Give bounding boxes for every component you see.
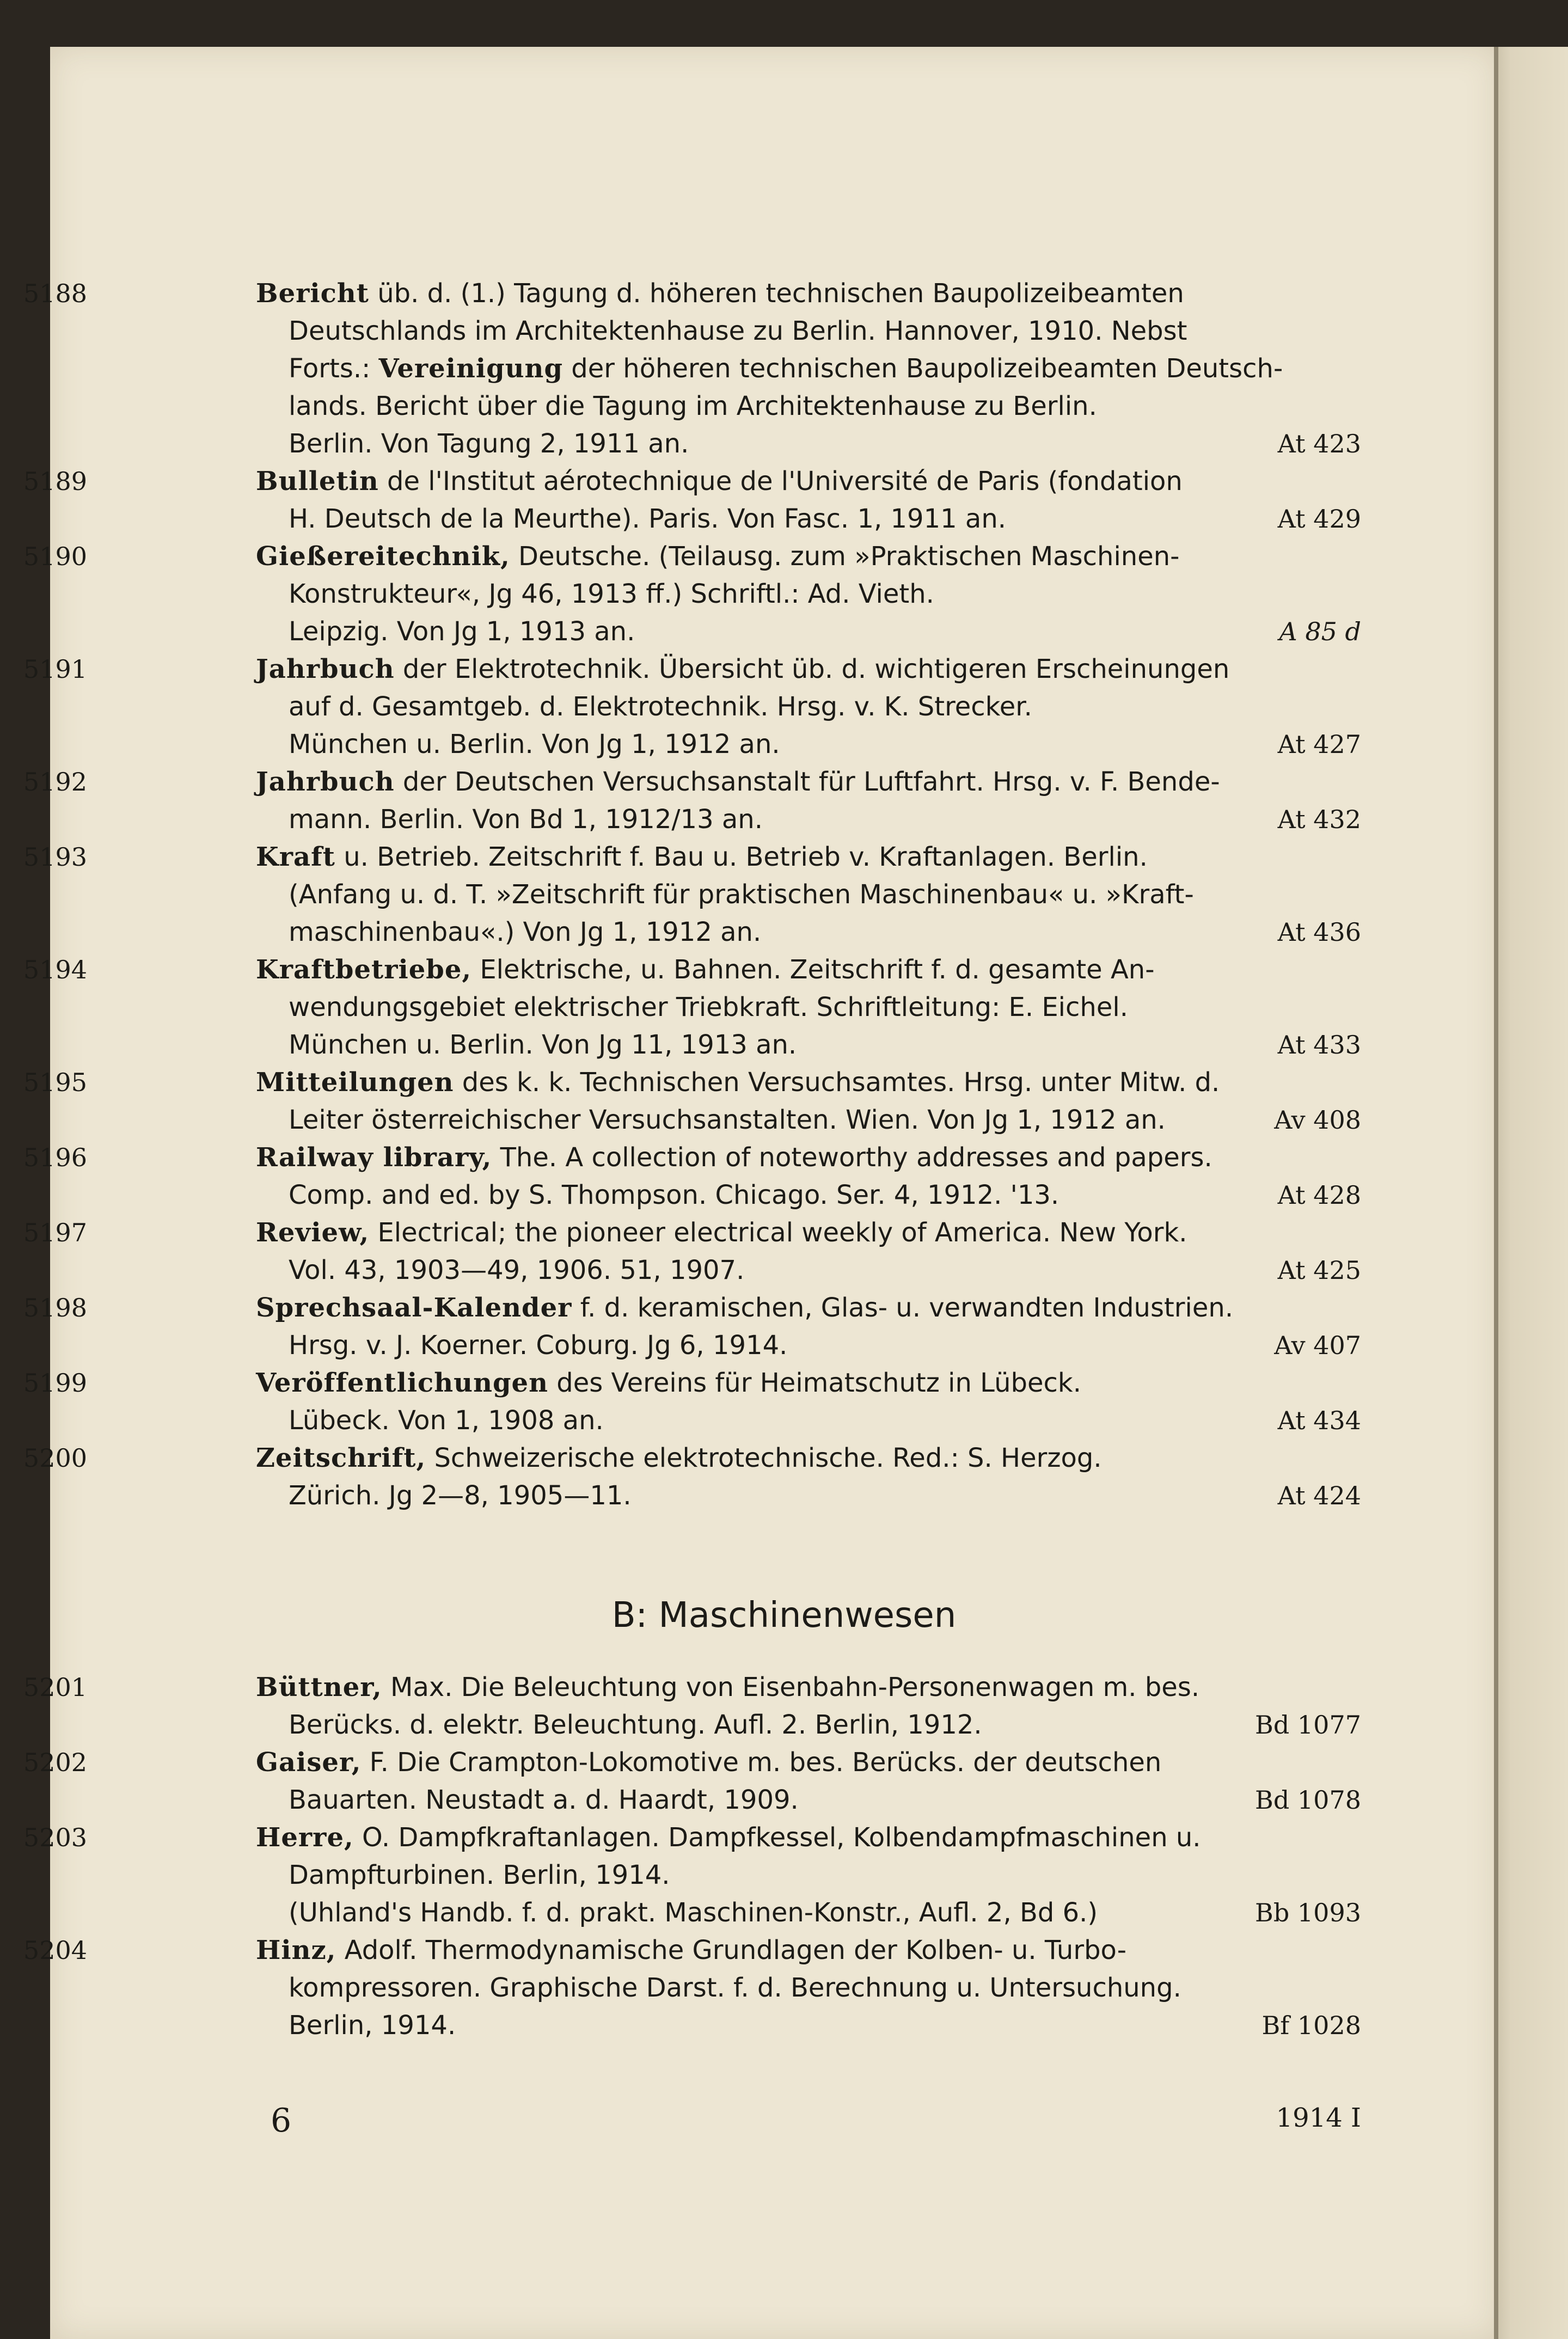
entry-line [256, 763, 1361, 801]
shelf-mark: Bf 1028 [1261, 2011, 1361, 2040]
shelf-mark: At 436 [1277, 917, 1361, 947]
catalog-entry [23, 1819, 1361, 1932]
entry-number: 5188 [23, 279, 87, 308]
entry-heading: Vereinigung [378, 353, 564, 384]
entry-text: lands. Bericht über die Tagung im Architektenhause zu Berlin. [289, 391, 1097, 421]
entry-text: maschinenbau«.) Von Jg 1, 1912 an. [289, 917, 762, 947]
entry-line [256, 538, 1361, 575]
shelf-mark: Av 407 [1274, 1331, 1361, 1360]
entry-heading: Herre, [256, 1822, 354, 1853]
entry-text: Deutschlands im Architektenhause zu Berlin. Hannover, 1910. Nebst [289, 316, 1187, 346]
entry-text: der Elektrotechnik. Übersicht üb. d. wichtigeren Erscheinungen [394, 654, 1230, 684]
entry-text: Berlin, 1914. [289, 2010, 456, 2041]
entry-text: (Anfang u. d. T. »Zeitschrift für praktischen Maschinenbau« u. »Kraft- [289, 879, 1194, 910]
catalog-entry [23, 651, 1361, 763]
entry-heading: Veröffentlichungen [256, 1368, 548, 1398]
entry-heading: Jahrbuch [256, 654, 395, 684]
entry-heading: Gießereitechnik, [256, 541, 510, 572]
entry-text: (Uhland's Handb. f. d. prakt. Maschinen-Konstr., Aufl. 2, Bd 6.) [289, 1897, 1098, 1928]
entry-line [256, 1252, 1361, 1289]
entry-text: der höheren technischen Baupolizeibeamten Deutsch- [563, 353, 1283, 384]
entry-text: The. A collection of noteworthy addresses and papers. [492, 1142, 1212, 1173]
catalog-entry [23, 463, 1361, 538]
entry-line [256, 914, 1361, 951]
entry-line [256, 613, 1361, 651]
entry-heading: Kraft [256, 842, 335, 872]
entry-number: 5204 [23, 1936, 87, 1965]
entry-number: 5202 [23, 1748, 87, 1777]
entry-line [256, 1064, 1361, 1101]
issue-label: 1914 I [1276, 2103, 1361, 2133]
entry-text: Hrsg. v. J. Koerner. Coburg. Jg 6, 1914. [289, 1330, 788, 1361]
entry-text: Vol. 43, 1903—49, 1906. 51, 1907. [289, 1255, 745, 1285]
entry-number: 5192 [23, 767, 87, 797]
catalog-entry [23, 275, 1361, 463]
shelf-mark: At 425 [1277, 1256, 1361, 1285]
entry-line [256, 1177, 1361, 1214]
entry-text: Leipzig. Von Jg 1, 1913 an. [289, 616, 635, 647]
entry-text: f. d. keramischen, Glas- u. verwandten Industrien. [572, 1293, 1234, 1323]
entry-line [256, 726, 1361, 763]
shelf-mark: At 433 [1277, 1030, 1361, 1060]
entry-text: München u. Berlin. Von Jg 1, 1912 an. [289, 729, 780, 760]
entry-text: Adolf. Thermodynamische Grundlagen der Kolben- u. Turbo- [336, 1935, 1127, 1966]
entry-heading: Review, [256, 1217, 370, 1248]
entry-line [256, 1214, 1361, 1252]
catalog-entry [23, 1440, 1361, 1515]
entry-number: 5196 [23, 1143, 87, 1172]
entry-text: mann. Berlin. Von Bd 1, 1912/13 an. [289, 804, 763, 835]
entry-line [256, 1139, 1361, 1177]
entry-heading: Hinz, [256, 1935, 336, 1966]
entry-line [256, 463, 1361, 500]
page-number: 6 [271, 2102, 292, 2140]
entry-line [256, 1706, 1361, 1744]
entry-text: Electrical; the pioneer electrical weekly of America. New York. [369, 1217, 1187, 1248]
entry-line [256, 350, 1361, 388]
entry-text: Berücks. d. elektr. Beleuchtung. Aufl. 2. Berlin, 1912. [289, 1710, 982, 1740]
entry-text: München u. Berlin. Von Jg 11, 1913 an. [289, 1030, 797, 1060]
entry-number: 5194 [23, 955, 87, 984]
entry-line [256, 500, 1361, 538]
catalog-entry [23, 1064, 1361, 1139]
entry-text: O. Dampfkraftanlagen. Dampfkessel, Kolbendampfmaschinen u. [353, 1822, 1201, 1853]
entry-text: Berlin. Von Tagung 2, 1911 an. [289, 428, 689, 459]
entry-line [256, 688, 1361, 726]
entry-heading: Zeitschrift, [256, 1443, 426, 1473]
shelf-mark: A 85 d [1279, 617, 1361, 646]
entry-line [256, 838, 1361, 876]
entry-heading: Bericht [256, 278, 369, 309]
entry-text: Forts.: [289, 353, 379, 384]
entry-heading: Kraftbetriebe, [256, 954, 472, 985]
entry-text: auf d. Gesamtgeb. d. Elektrotechnik. Hrsg. v. K. Strecker. [289, 691, 1032, 722]
catalog-entry [23, 1744, 1361, 1819]
entry-text: Deutsche. (Teilausg. zum »Praktischen Maschinen- [510, 541, 1180, 572]
entry-line [256, 1477, 1361, 1515]
entry-heading: Sprechsaal-Kalender [256, 1293, 572, 1323]
entry-line [256, 575, 1361, 613]
entry-line [256, 1364, 1361, 1402]
entry-line [256, 275, 1361, 313]
entry-line [256, 951, 1361, 989]
entry-text: des Vereins für Heimatschutz in Lübeck. [548, 1368, 1081, 1398]
entry-line [256, 1440, 1361, 1477]
entry-text: Schweizerische elektrotechnische. Red.: S. Herzog. [426, 1443, 1102, 1473]
entry-heading: Jahrbuch [256, 767, 395, 797]
entry-line [256, 1894, 1361, 1932]
entry-heading: Bulletin [256, 466, 379, 497]
entry-number: 5201 [23, 1673, 87, 1702]
entry-number: 5197 [23, 1218, 87, 1247]
entry-line [256, 388, 1361, 425]
entry-number: 5195 [23, 1068, 87, 1097]
next-page-edge [1498, 47, 1568, 2339]
entry-heading: Mitteilungen [256, 1067, 454, 1098]
entry-line [256, 1781, 1361, 1819]
shelf-mark: At 423 [1277, 429, 1361, 458]
catalog-entry [23, 538, 1361, 651]
section-title: B: Maschinenwesen [611, 1595, 957, 1636]
entry-text: Dampfturbinen. Berlin, 1914. [289, 1860, 670, 1890]
entry-text: Elektrische, u. Bahnen. Zeitschrift f. d. gesamte An- [471, 954, 1155, 985]
entry-text: Max. Die Beleuchtung von Eisenbahn-Personenwagen m. bes. [382, 1672, 1200, 1703]
entry-text: Konstrukteur«, Jg 46, 1913 ff.) Schriftl.: Ad. Vieth. [289, 579, 934, 609]
entry-line [256, 1026, 1361, 1064]
entry-number: 5191 [23, 654, 87, 684]
entry-line [256, 1744, 1361, 1781]
catalog-entry [23, 838, 1361, 951]
entry-text: üb. d. (1.) Tagung d. höheren technischen Baupolizeibeamten [369, 278, 1184, 309]
entry-text: Leiter österreichischer Versuchsanstalten. Wien. Von Jg 1, 1912 an. [289, 1105, 1166, 1135]
entry-text: Comp. and ed. by S. Thompson. Chicago. Ser. 4, 1912. '13. [289, 1180, 1059, 1210]
entry-heading: Railway library, [256, 1142, 492, 1173]
shelf-mark: Bd 1078 [1255, 1785, 1361, 1815]
entry-line [256, 1289, 1361, 1327]
shelf-mark: At 427 [1277, 730, 1361, 759]
entry-text: de l'Institut aérotechnique de l'Université de Paris (fondation [378, 466, 1183, 497]
catalog-entry [23, 1364, 1361, 1440]
shelf-mark: At 428 [1277, 1180, 1361, 1210]
catalog-entry [23, 1214, 1361, 1289]
entry-line [256, 425, 1361, 463]
entry-text: der Deutschen Versuchsanstalt für Luftfahrt. Hrsg. v. F. Bende- [394, 767, 1220, 797]
entry-text: kompressoren. Graphische Darst. f. d. Berechnung u. Untersuchung. [289, 1973, 1181, 2003]
entry-text: wendungsgebiet elektrischer Triebkraft. Schriftleitung: E. Eichel. [289, 992, 1128, 1022]
catalog-entry [23, 1669, 1361, 1744]
catalog-entry [23, 1289, 1361, 1364]
entry-number: 5203 [23, 1823, 87, 1852]
entry-text: H. Deutsch de la Meurthe). Paris. Von Fasc. 1, 1911 an. [289, 504, 1007, 534]
catalog-entry [23, 1139, 1361, 1214]
entry-text: Zürich. Jg 2—8, 1905—11. [289, 1480, 632, 1511]
entry-line [256, 1327, 1361, 1364]
entry-line [256, 2007, 1361, 2044]
shelf-mark: Bd 1077 [1255, 1710, 1361, 1740]
entry-line [256, 1101, 1361, 1139]
entry-number: 5189 [23, 467, 87, 496]
catalog-entry [23, 1932, 1361, 2044]
entry-number: 5190 [23, 542, 87, 571]
entry-heading: Büttner, [256, 1672, 382, 1703]
entry-line [256, 1932, 1361, 1969]
shelf-mark: At 429 [1277, 504, 1361, 534]
entry-number: 5199 [23, 1368, 87, 1398]
shelf-mark: At 432 [1277, 805, 1361, 834]
entry-line [256, 1669, 1361, 1706]
entry-line [256, 1819, 1361, 1857]
entry-text: des k. k. Technischen Versuchsamtes. Hrsg. unter Mitw. d. [454, 1067, 1220, 1098]
entry-text: u. Betrieb. Zeitschrift f. Bau u. Betrieb v. Kraftanlagen. Berlin. [335, 842, 1148, 872]
entry-number: 5193 [23, 842, 87, 872]
catalog-entry [23, 951, 1361, 1064]
entry-number: 5198 [23, 1293, 87, 1322]
entry-heading: Gaiser, [256, 1747, 362, 1778]
entry-line [256, 876, 1361, 914]
entry-line [256, 1857, 1361, 1894]
entry-line [256, 801, 1361, 838]
entry-line [256, 651, 1361, 688]
catalog-entry [23, 763, 1361, 838]
entry-text: Lübeck. Von 1, 1908 an. [289, 1405, 604, 1436]
shelf-mark: At 424 [1277, 1481, 1361, 1510]
shelf-mark: Bb 1093 [1255, 1898, 1361, 1927]
entry-line [256, 1969, 1361, 2007]
entry-number: 5200 [23, 1443, 87, 1473]
shelf-mark: At 434 [1277, 1406, 1361, 1435]
entry-text: F. Die Crampton-Lokomotive m. bes. Berücks. der deutschen [361, 1747, 1162, 1778]
entry-line [256, 1402, 1361, 1440]
entry-line [256, 989, 1361, 1026]
entry-text: Bauarten. Neustadt a. d. Haardt, 1909. [289, 1785, 799, 1815]
entry-line [256, 313, 1361, 350]
shelf-mark: Av 408 [1274, 1105, 1361, 1135]
